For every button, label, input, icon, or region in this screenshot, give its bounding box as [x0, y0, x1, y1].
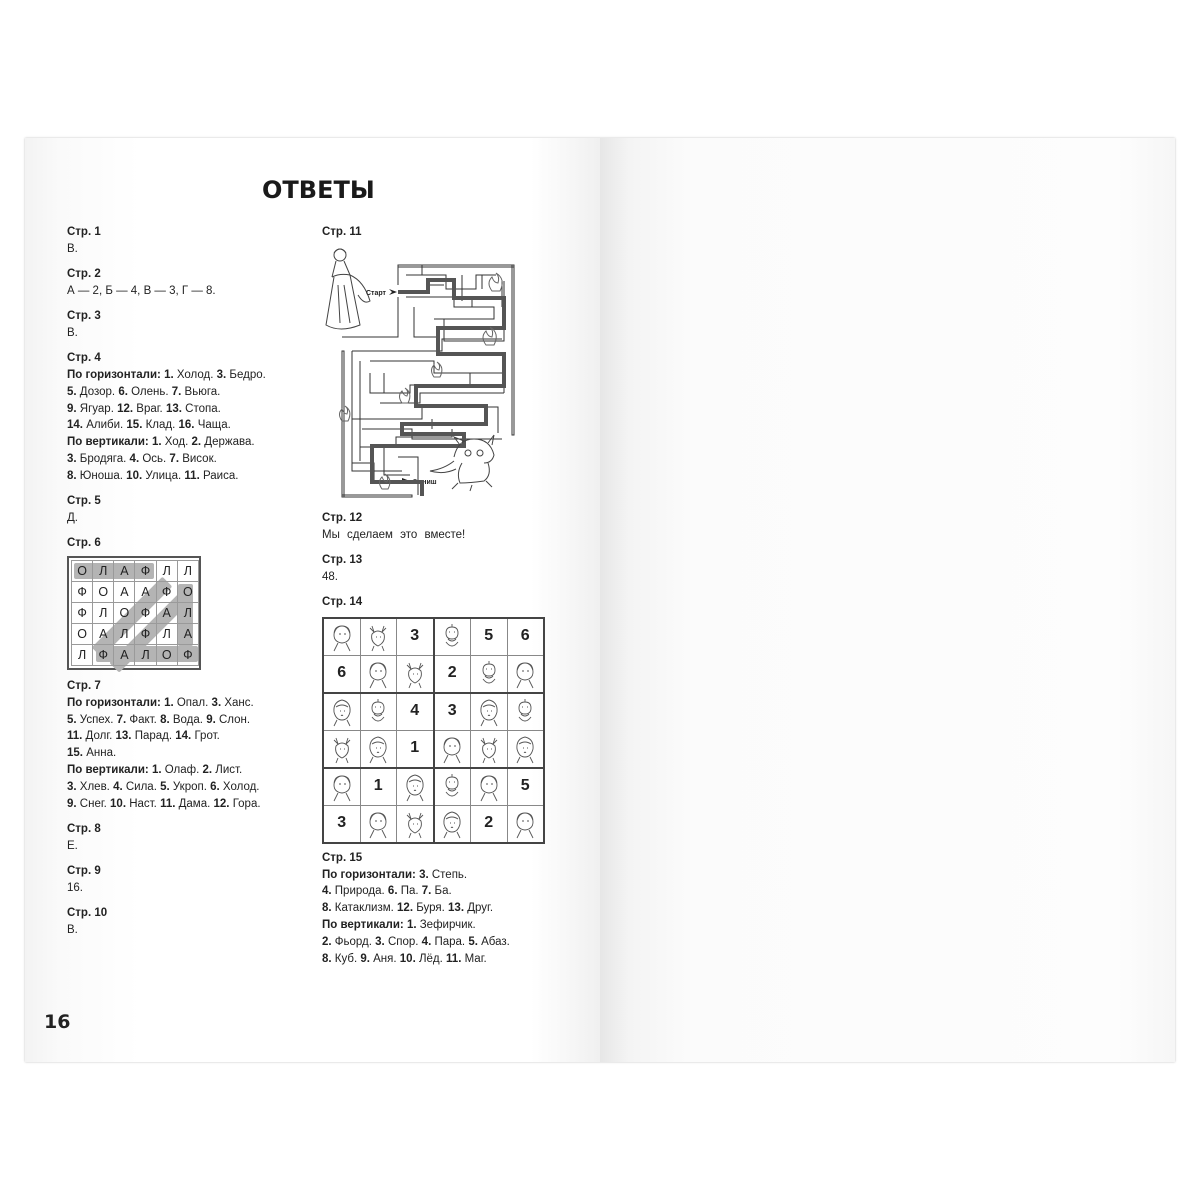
sudoku-picture-cell [360, 730, 397, 768]
character-portrait-icon [511, 809, 539, 839]
answer-number: 8. [322, 902, 332, 915]
sudoku-picture-cell [471, 693, 508, 731]
grid-letter: Ф [135, 603, 156, 624]
answer-page-2 [67, 266, 307, 300]
sudoku-number-cell: 5 [507, 768, 544, 806]
answer-number: 8. [322, 952, 332, 965]
crossword-answers [67, 367, 307, 485]
answer-number: 6. [387, 885, 398, 898]
answer-number: 11. [446, 952, 462, 965]
sudoku-picture-cell [471, 655, 508, 693]
answer-word: Степь. [428, 868, 468, 881]
answer-word: Лёд. [415, 952, 447, 965]
answer-number: 15. [67, 747, 83, 760]
answer-word: Слон. [215, 713, 251, 726]
character-portrait-icon [364, 659, 392, 689]
character-portrait-icon [475, 659, 503, 689]
answer-number: 8. [67, 469, 77, 482]
answer-number: 4. [421, 935, 432, 948]
answer-word: Бедро. [226, 369, 266, 382]
answer-number: 3. [419, 868, 429, 881]
grid-letter: Ф [135, 561, 156, 582]
answer-page-13 [322, 552, 562, 586]
page-title: ОТВЕТЫ [262, 176, 375, 204]
grid-letter: Л [177, 561, 198, 582]
character-portrait-icon [511, 659, 539, 689]
grid-letter: О [72, 624, 93, 645]
answer-text: Д. [67, 511, 78, 524]
character-portrait-icon [364, 622, 392, 652]
sudoku-row [323, 618, 544, 656]
grid-letter: О [72, 561, 93, 582]
answer-number: 13. [448, 902, 465, 915]
sudoku-number-cell: 6 [507, 618, 544, 656]
grid-letter: Л [156, 624, 177, 645]
answer-word: Укроп. [169, 780, 211, 793]
maze-start-label: Старт [366, 289, 386, 297]
answer-word: Лист. [212, 764, 243, 777]
section-heading: Стр. 15 [322, 851, 363, 864]
answer-number: 1. [406, 918, 417, 931]
section-heading: Стр. 6 [67, 537, 101, 550]
answer-page-7 [67, 678, 307, 812]
character-portrait-icon [475, 772, 503, 802]
section-heading: Стр. 5 [67, 495, 101, 508]
answer-number: 13. [165, 402, 182, 415]
character-portrait-icon [475, 734, 503, 764]
sudoku-row [323, 730, 544, 768]
answer-word: Наст. [126, 797, 161, 810]
grid-letter: Л [93, 603, 114, 624]
answer-number: 9. [206, 713, 216, 726]
character-portrait-icon [364, 697, 392, 727]
answer-number: 3. [375, 935, 385, 948]
answer-word: Друг. [464, 902, 494, 915]
page-number: 16 [44, 1011, 71, 1033]
answer-page-5 [67, 493, 307, 527]
answer-number: 9. [360, 952, 370, 965]
character-portrait-icon [328, 772, 356, 802]
answer-number: 3. [67, 453, 77, 466]
answer-word: Анна. [83, 747, 117, 760]
answer-text: 48. [322, 570, 338, 583]
answer-word: Держава. [201, 436, 255, 449]
princess-figure-icon [326, 249, 370, 329]
answer-number: 13. [115, 730, 132, 743]
answer-line [322, 951, 562, 968]
sudoku-number-cell: 3 [434, 693, 471, 731]
answer-word: Хлев. [76, 780, 114, 793]
sudoku-picture-cell [507, 693, 544, 731]
answer-number: 7. [171, 385, 182, 398]
grid-letter: Ф [93, 645, 114, 666]
answer-word: Дозор. [76, 385, 119, 398]
answer-word: Факт. [126, 713, 161, 726]
word-search-grid [67, 556, 201, 670]
maze-image [322, 241, 522, 503]
answer-line [67, 695, 307, 712]
grid-letter: О [114, 603, 135, 624]
sudoku-picture-cell [397, 805, 434, 843]
answer-number: 4. [129, 453, 140, 466]
answer-word: Враг. [133, 402, 166, 415]
answer-word: Холод. [219, 780, 260, 793]
answer-word: Успех. [76, 713, 117, 726]
answer-number: 11. [160, 797, 176, 810]
answer-word: Ханс. [221, 696, 254, 709]
section-heading: Стр. 13 [322, 553, 363, 566]
right-page [600, 138, 1175, 1062]
start-arrow-icon [389, 289, 397, 295]
answer-number: По горизонтали: [322, 868, 420, 881]
grid-row [72, 624, 199, 645]
character-portrait-icon [328, 622, 356, 652]
answer-word: Куб. [331, 952, 361, 965]
character-portrait-icon [511, 734, 539, 764]
answer-page-1 [67, 224, 307, 258]
grid-letter: О [93, 582, 114, 603]
answer-line [322, 934, 562, 951]
answer-page-10 [67, 905, 307, 939]
answer-page-14 [322, 594, 562, 844]
answer-text: В. [67, 242, 78, 255]
answer-number: 1. [164, 696, 174, 709]
answer-line [67, 434, 307, 451]
section-heading: Стр. 2 [67, 268, 101, 281]
answer-number: 16. [178, 419, 195, 432]
sudoku-picture-cell [507, 655, 544, 693]
answer-line [67, 728, 307, 745]
answer-text: 16. [67, 881, 83, 894]
maze-finish-label: Финиш [412, 478, 437, 486]
character-portrait-icon [401, 809, 429, 839]
sudoku-picture-cell [323, 768, 360, 806]
answer-word: Абаз. [477, 935, 510, 948]
section-heading: Стр. 4 [67, 352, 101, 365]
character-portrait-icon [328, 734, 356, 764]
sudoku-picture-cell [471, 730, 508, 768]
character-portrait-icon [438, 809, 466, 839]
picture-sudoku-grid [322, 617, 545, 844]
word-search-table [71, 560, 199, 666]
section-heading: Стр. 11 [322, 226, 362, 238]
character-portrait-icon [401, 772, 429, 802]
answer-number: 1. [151, 436, 162, 449]
grid-letter: А [177, 624, 198, 645]
crossword-answers [67, 695, 307, 813]
answer-text: В. [67, 326, 78, 339]
answer-line [67, 712, 307, 729]
answer-page-11 [322, 224, 562, 503]
answer-word: Гора. [229, 797, 261, 810]
sudoku-number-cell: 4 [397, 693, 434, 731]
answer-word: Маг. [461, 952, 487, 965]
answer-number: 4. [322, 885, 332, 898]
answer-number: 8. [160, 713, 170, 726]
answer-text: А — 2, Б — 4, В — 3, Г — 8. [67, 284, 216, 297]
character-portrait-icon [364, 809, 392, 839]
character-portrait-icon [328, 697, 356, 727]
character-portrait-icon [475, 697, 503, 727]
answer-number: По вертикали: [67, 764, 152, 777]
answer-word: Клад. [142, 419, 179, 432]
sudoku-picture-cell [397, 768, 434, 806]
answer-number: 1. [164, 369, 174, 382]
sudoku-row [323, 693, 544, 731]
answer-word: Зефирчик. [416, 918, 476, 931]
grid-letter: Л [93, 561, 114, 582]
section-heading: Стр. 1 [67, 226, 101, 238]
grid-letter: Л [177, 603, 198, 624]
answer-line [67, 796, 307, 813]
sudoku-number-cell: 3 [397, 618, 434, 656]
answer-line [67, 417, 307, 434]
answer-line [67, 745, 307, 762]
sudoku-number-cell: 6 [323, 655, 360, 693]
answer-line [322, 917, 562, 934]
answer-word: Катаклизм. [331, 902, 398, 915]
grid-letter: Ф [177, 645, 198, 666]
sudoku-number-cell: 1 [397, 730, 434, 768]
grid-letter: Ф [72, 603, 93, 624]
answer-line [322, 883, 562, 900]
answer-word: Чаща. [194, 419, 231, 432]
answer-word: Снег. [76, 797, 111, 810]
answer-number: 7. [169, 453, 180, 466]
answer-word: Ягуар. [76, 402, 118, 415]
answer-number: 10. [126, 469, 143, 482]
answer-page-8 [67, 821, 307, 855]
sudoku-picture-cell [434, 768, 471, 806]
answer-number: 3. [211, 696, 222, 709]
sudoku-picture-cell [507, 805, 544, 843]
answer-line [322, 900, 562, 917]
answer-line [67, 367, 307, 384]
sudoku-number-cell: 2 [471, 805, 508, 843]
answer-word: Вода. [169, 713, 207, 726]
answer-word: Холод. [173, 369, 217, 382]
answer-number: 15. [126, 419, 143, 432]
answer-word: Аня. [369, 952, 400, 965]
sudoku-picture-cell [323, 730, 360, 768]
answer-number: 14. [175, 730, 192, 743]
answer-word: Па. [397, 885, 422, 898]
sudoku-picture-cell [434, 805, 471, 843]
sudoku-picture-cell [397, 655, 434, 693]
answer-word: Дама. [175, 797, 214, 810]
answer-number: 5. [160, 780, 170, 793]
answer-word: Алиби. [83, 419, 127, 432]
answer-page-4 [67, 350, 307, 484]
maze-solution [322, 241, 522, 503]
answer-word: Сила. [122, 780, 161, 793]
answer-word: Опал. [173, 696, 212, 709]
answer-number: 6. [118, 385, 128, 398]
grid-letter: Л [72, 645, 93, 666]
sudoku-picture-cell [323, 618, 360, 656]
sudoku-number-cell: 3 [323, 805, 360, 843]
answer-word: Парад. [131, 730, 176, 743]
grid-letter: Л [114, 624, 135, 645]
answer-word: Грот. [191, 730, 220, 743]
grid-letter: А [114, 645, 135, 666]
section-heading: Стр. 7 [67, 680, 101, 693]
crossword-answers [322, 867, 562, 968]
answer-number: 3. [216, 369, 227, 382]
answer-line [67, 401, 307, 418]
section-heading: Стр. 3 [67, 310, 101, 323]
answer-word: Олень. [127, 385, 172, 398]
character-portrait-icon [438, 772, 466, 802]
answer-number: 12. [397, 902, 414, 915]
answer-number: 11. [184, 469, 200, 482]
grid-letter: Л [135, 645, 156, 666]
character-portrait-icon [401, 659, 429, 689]
grid-letter: А [114, 561, 135, 582]
answer-number: По горизонтали: [67, 696, 165, 709]
sudoku-picture-cell [360, 618, 397, 656]
answer-word: Природа. [331, 885, 388, 898]
answer-line [67, 451, 307, 468]
answer-number: 12. [213, 797, 230, 810]
answer-page-9 [67, 863, 307, 897]
answer-word: Стопа. [181, 402, 221, 415]
answer-number: 6. [210, 780, 220, 793]
grid-letter: А [114, 582, 135, 603]
sudoku-picture-cell [434, 618, 471, 656]
answer-number: 1. [151, 764, 162, 777]
answer-number: 9. [67, 797, 77, 810]
answer-page-6 [67, 535, 307, 670]
grid-row [72, 645, 199, 666]
answer-number: 5. [67, 713, 77, 726]
answer-number: 10. [399, 952, 416, 965]
answer-word: Висок. [179, 453, 217, 466]
sudoku-number-cell: 1 [360, 768, 397, 806]
sudoku-number-cell: 5 [471, 618, 508, 656]
section-heading: Стр. 8 [67, 822, 101, 835]
answer-number: 7. [421, 885, 432, 898]
character-portrait-icon [438, 622, 466, 652]
grid-letter: Ф [156, 582, 177, 603]
grid-letter: А [93, 624, 114, 645]
answer-word: Улица. [142, 469, 185, 482]
sudoku-row [323, 805, 544, 843]
answer-number: 12. [117, 402, 134, 415]
answer-number: 14. [67, 419, 83, 432]
grid-row [72, 561, 199, 582]
answer-number: 9. [67, 402, 77, 415]
sudoku-picture-cell [360, 805, 397, 843]
answer-page-15 [322, 850, 562, 968]
grid-row [72, 582, 199, 603]
answer-number: 5. [67, 385, 77, 398]
sudoku-picture-cell [360, 655, 397, 693]
answer-line [67, 779, 307, 796]
sudoku-picture-cell [507, 730, 544, 768]
character-portrait-icon [511, 697, 539, 727]
answer-number: 10. [110, 797, 127, 810]
sudoku-picture-cell [323, 693, 360, 731]
character-portrait-icon [364, 734, 392, 764]
sudoku-number-cell: 2 [434, 655, 471, 693]
answer-line [67, 468, 307, 485]
grid-row [72, 603, 199, 624]
section-heading: Стр. 12 [322, 511, 363, 524]
grid-letter: О [156, 645, 177, 666]
answer-number: 2. [191, 436, 202, 449]
answer-word: Ход. [161, 436, 192, 449]
answer-page-3 [67, 308, 307, 342]
sudoku-row [323, 768, 544, 806]
answer-text: Мы сделаем это вместе! [322, 528, 466, 541]
answer-word: Юноша. [76, 469, 127, 482]
answer-word: Долг. [82, 730, 116, 743]
answer-word: Ось. [139, 453, 170, 466]
answer-word: Ба. [431, 885, 452, 898]
answer-number: 7. [116, 713, 127, 726]
answer-number: По вертикали: [67, 436, 152, 449]
character-portrait-icon [438, 734, 466, 764]
answer-word: Вьюга. [181, 385, 221, 398]
grid-letter: Ф [135, 624, 156, 645]
answer-number: 11. [67, 730, 83, 743]
answer-page-12 [322, 510, 562, 544]
section-heading: Стр. 14 [322, 595, 363, 608]
answer-number: 2. [202, 764, 213, 777]
answer-word: Олаф. [161, 764, 203, 777]
answer-line [67, 384, 307, 401]
answer-line [322, 867, 562, 884]
answers-left-column [67, 224, 307, 947]
sudoku-picture-cell [471, 768, 508, 806]
answer-word: Бродяга. [76, 453, 130, 466]
sudoku-picture-cell [434, 730, 471, 768]
sudoku-row [323, 655, 544, 693]
answer-number: 3. [67, 780, 77, 793]
grid-letter: Ф [72, 582, 93, 603]
maze-solution-path [372, 280, 504, 496]
answer-number: По вертикали: [322, 918, 407, 931]
answer-line [67, 762, 307, 779]
answer-number: По горизонтали: [67, 369, 165, 382]
answer-number: 5. [468, 935, 478, 948]
flame-icon [340, 273, 503, 489]
answer-word: Фьорд. [331, 935, 376, 948]
answer-text: Е. [67, 839, 78, 852]
section-heading: Стр. 10 [67, 907, 108, 920]
grid-letter: А [135, 582, 156, 603]
sudoku-picture-cell [360, 693, 397, 731]
grid-letter: А [156, 603, 177, 624]
answer-word: Раиса. [199, 469, 239, 482]
grid-letter: О [177, 582, 198, 603]
answer-text: В. [67, 923, 78, 936]
answer-word: Пара. [431, 935, 469, 948]
grid-letter: Л [156, 561, 177, 582]
answer-number: 4. [113, 780, 123, 793]
answer-word: Спор. [384, 935, 422, 948]
answer-number: 2. [322, 935, 332, 948]
section-heading: Стр. 9 [67, 865, 101, 878]
answers-right-column [322, 224, 562, 976]
answer-word: Буря. [413, 902, 449, 915]
